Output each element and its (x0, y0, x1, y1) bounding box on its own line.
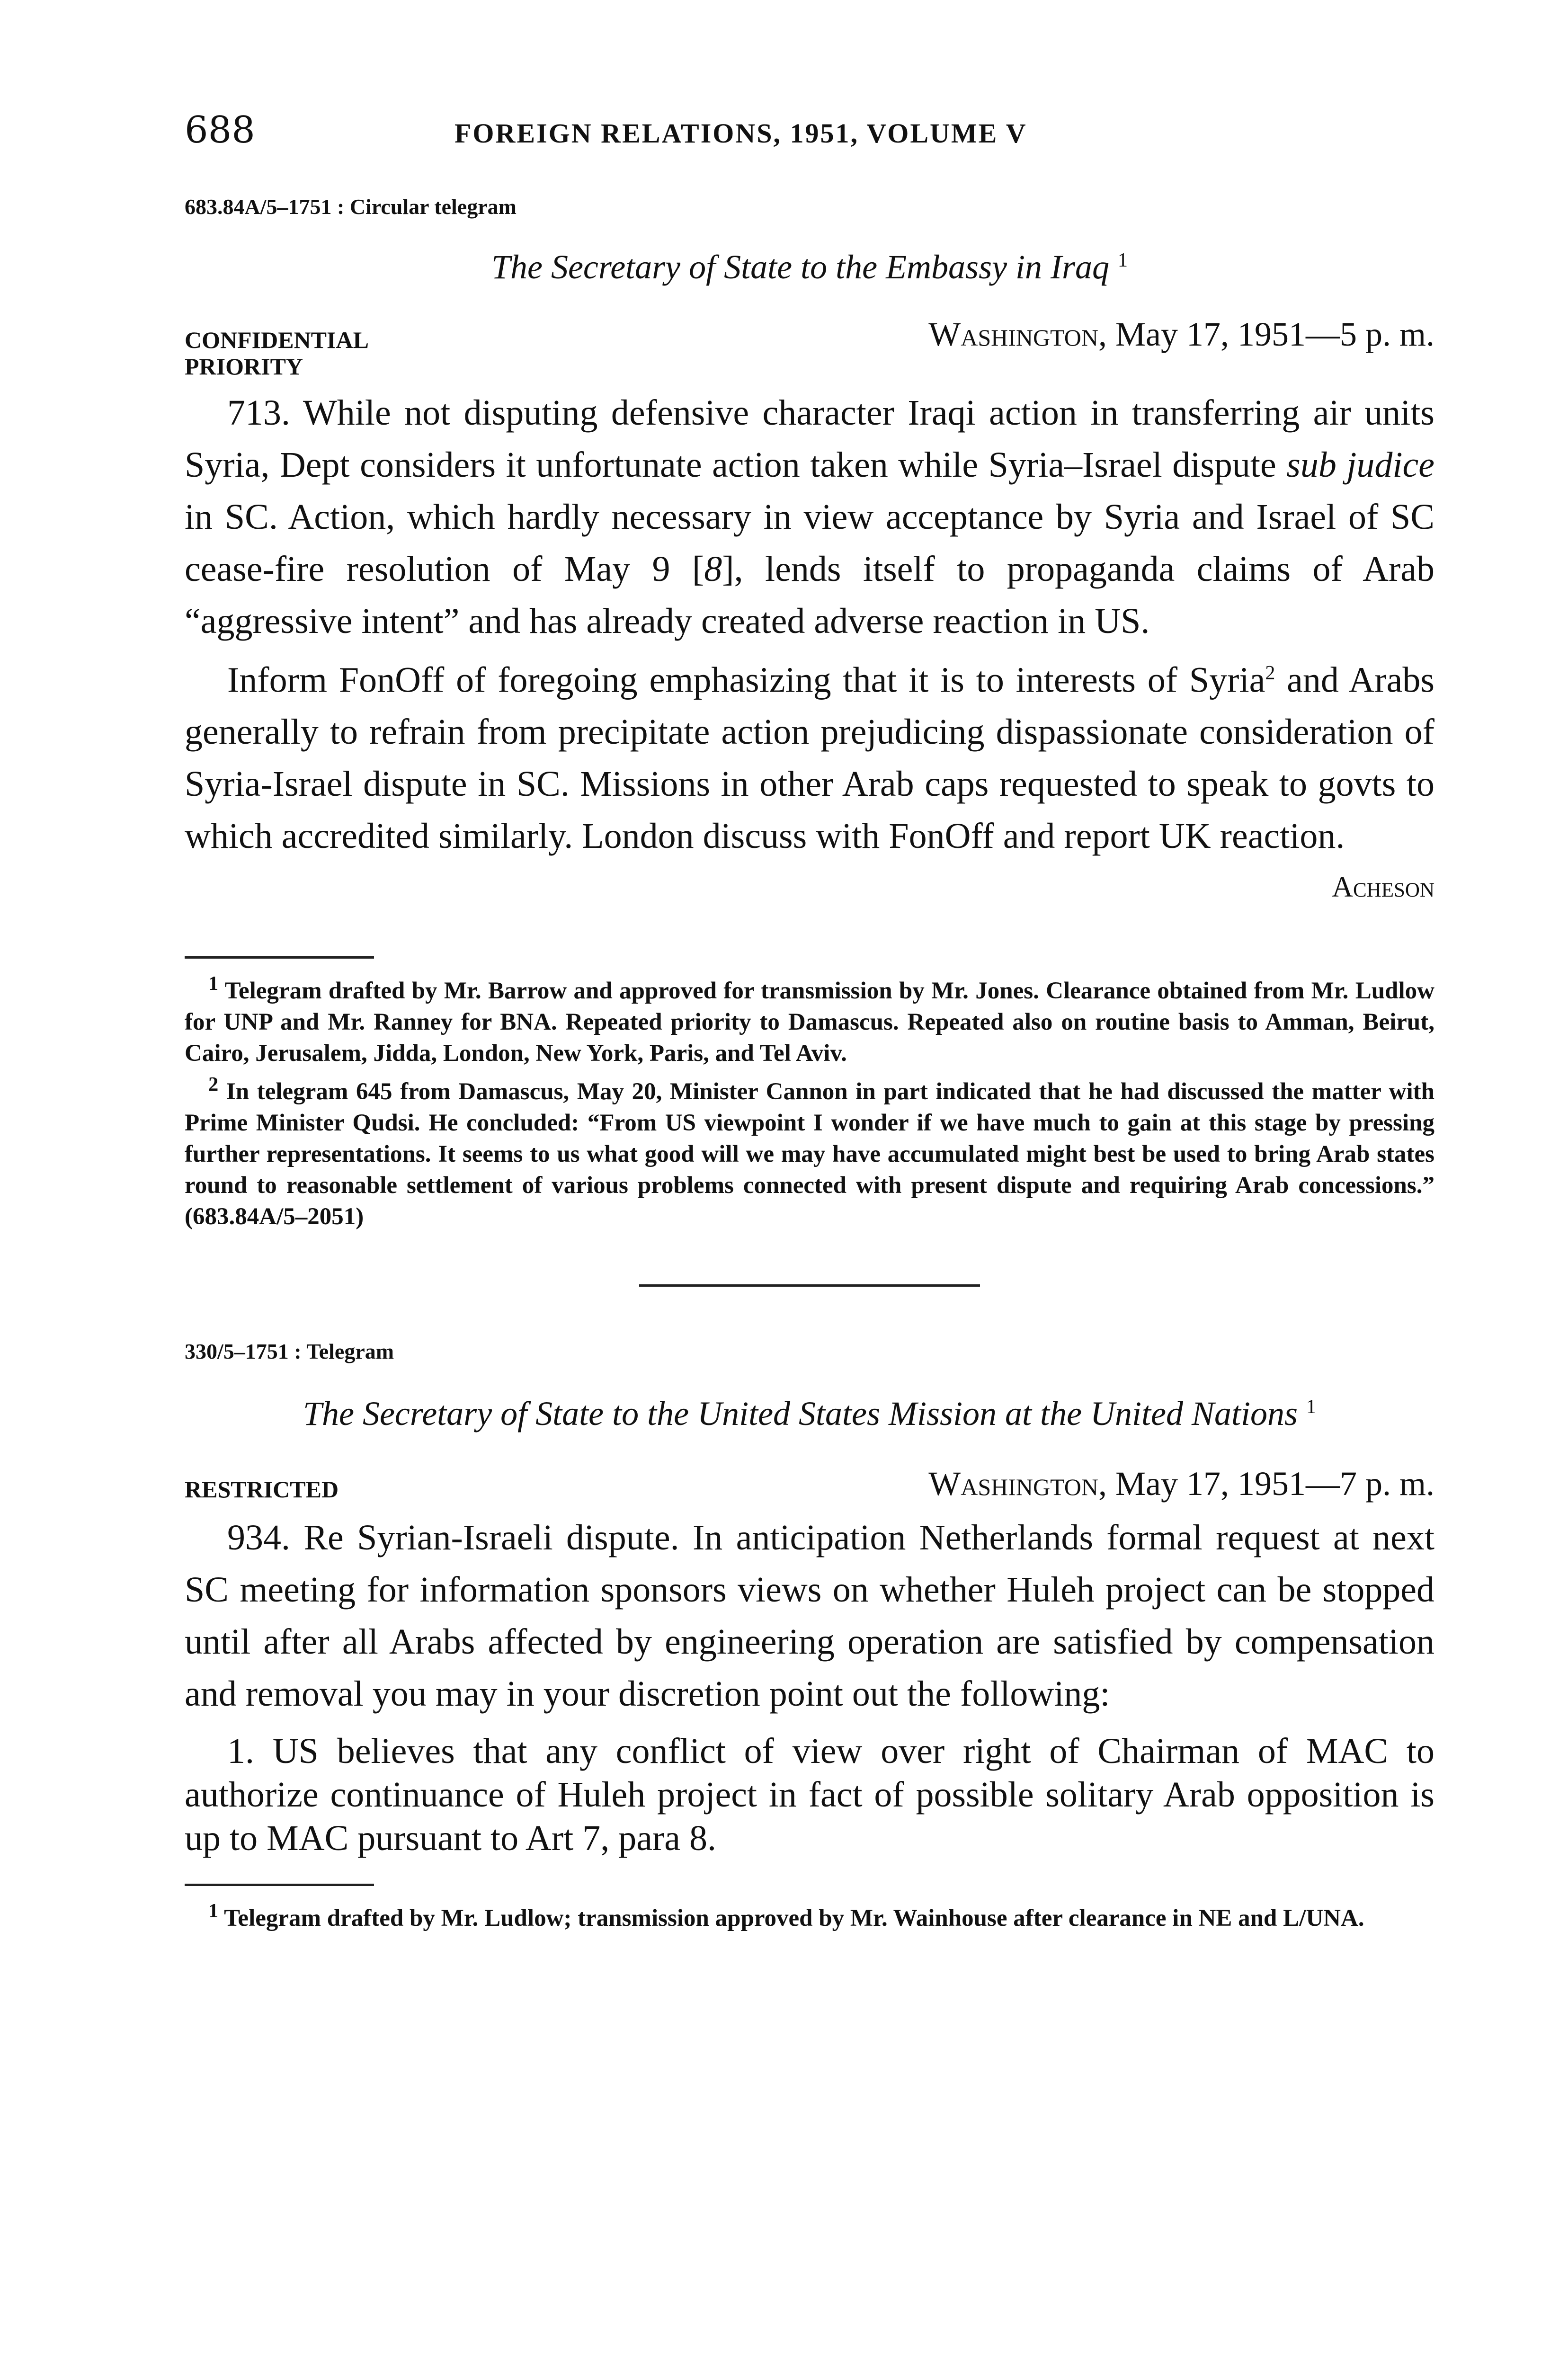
doc2-title (185, 1383, 1434, 1438)
doc1-title (185, 236, 1434, 291)
doc1-para2-text-b: and Arabs generally to refrain from precipitate action prejudicing dispassionate consideration of Syria-Israel dispute in SC. Missions in other Arab caps requested to speak to govts to which accredited similarly. London discuss with FonOff and report UK reaction. (185, 660, 1434, 856)
doc1-footnote-1-text: Telegram drafted by Mr. Barrow and approved for transmission by Mr. Jones. Clearance obtained from Mr. Ludlow for UNP and Mr. Ranney for BNA. Repeated priority to Damascus. Repeated also on routine basis to Amman, Beirut, Cairo, Jerusalem, Jidda, London, New York, Paris, and Tel Aviv. (185, 978, 1434, 1067)
doc1-priority: PRIORITY (185, 353, 303, 380)
doc1-para1-text-b: in SC. Action, which hardly necessary in view acceptance by Syria and Israel of SC cease-fire resolution of May 9 [ (185, 497, 1434, 589)
doc1-title-text: The Secretary of State to the Embassy in Iraq (491, 248, 1110, 286)
doc2-meta-row (185, 1457, 1434, 1502)
doc2-footnote-rule (185, 1884, 374, 1886)
doc1-title-footnote-mark: 1 (1118, 249, 1128, 271)
doc2-footnote-1 (185, 1895, 1434, 1934)
doc1-para2-text-a: Inform FonOff of foregoing emphasizing that it is to interests of Syria (227, 660, 1265, 700)
doc2-footnote-1-text: Telegram drafted by Mr. Ludlow; transmission approved by Mr. Wainhouse after clearance in NE and L/UNA. (224, 1905, 1364, 1932)
doc1-footnote-2-mark: 2 (208, 1073, 219, 1096)
doc2-dateline (928, 1464, 1434, 1504)
doc1-file-ref: 683.84A/5–1751 : Circular telegram (185, 195, 517, 219)
page-number: 688 (185, 109, 255, 151)
doc2-classification: RESTRICTED (185, 1476, 339, 1503)
doc1-dateline-city: Washington, (928, 315, 1107, 353)
doc1-dateline (928, 315, 1434, 354)
doc1-para1-text-c: ], lends itself to propaganda claims of Arab “aggressive intent” and has already created adverse reaction in US. (185, 549, 1435, 641)
doc1-para1-italic-ref: 8 (704, 549, 722, 589)
doc2-file-ref: 330/5–1751 : Telegram (185, 1339, 394, 1364)
doc1-para1-text-a: 713. While not disputing defensive character Iraqi action in transferring air units Syria, Dept considers it unfortunate action taken while Syria–Israel dispute (185, 393, 1434, 485)
document-page (185, 95, 1434, 1934)
document-separator (639, 1284, 980, 1287)
doc1-classification: CONFIDENTIAL (185, 327, 369, 353)
doc2-paragraph-1: 934. Re Syrian-Israeli dispute. In anticipation Netherlands formal request at next SC meeting for information sponsors views on whether Huleh project can be stopped until after all Arabs affected by engineering operation are satisfied by compensation and removal you may in your discretion point out the following: (185, 1518, 1434, 1714)
doc2-dateline-city: Washington, (928, 1465, 1107, 1503)
doc1-footnote-1 (185, 968, 1434, 1069)
doc2-title-text: The Secretary of State to the United States Mission at the United Nations (303, 1395, 1298, 1433)
doc2-paragraph-2: 1. US believes that any conflict of view over right of Chairman of MAC to authorize continuance of Huleh project in fact of possible solitary Arab opposition is up to MAC pursuant to Art 7, para 8. (185, 1731, 1434, 1859)
doc1-dateline-date: May 17, 1951—5 p. m. (1107, 315, 1434, 353)
running-head: FOREIGN RELATIONS, 1951, VOLUME V (454, 118, 1027, 149)
doc1-paragraph-1 (185, 387, 1434, 647)
doc1-footnote-2 (185, 1069, 1434, 1232)
doc1-footnote-2-text: In telegram 645 from Damascus, May 20, Minister Cannon in part indicated that he had discussed the matter with Prime Minister Qudsi. He concluded: “From US viewpoint I wonder if we have much to gain at this stage by pressing further representations. It seems to us what good will we may have accumulated might best be used to bring Arab states round to reasonable settlement of various problems connected with present dispute and requiring Arab concessions.” (683.84A/5–2051) (185, 1078, 1435, 1230)
doc2-dateline-date: May 17, 1951—7 p. m. (1107, 1465, 1434, 1503)
doc1-signature: Acheson (1332, 871, 1434, 904)
doc1-para2-footnote-mark: 2 (1265, 662, 1275, 684)
doc2-footnote-1-mark: 1 (208, 1900, 219, 1922)
page-header (185, 95, 1434, 151)
doc1-paragraph-2 (185, 647, 1434, 862)
doc1-footnote-1-mark: 1 (208, 972, 219, 995)
doc1-meta-row (185, 307, 1434, 353)
doc2-title-footnote-mark: 1 (1306, 1396, 1317, 1418)
doc1-footnote-rule (185, 956, 374, 959)
doc1-para1-italic: sub judice (1286, 445, 1434, 485)
